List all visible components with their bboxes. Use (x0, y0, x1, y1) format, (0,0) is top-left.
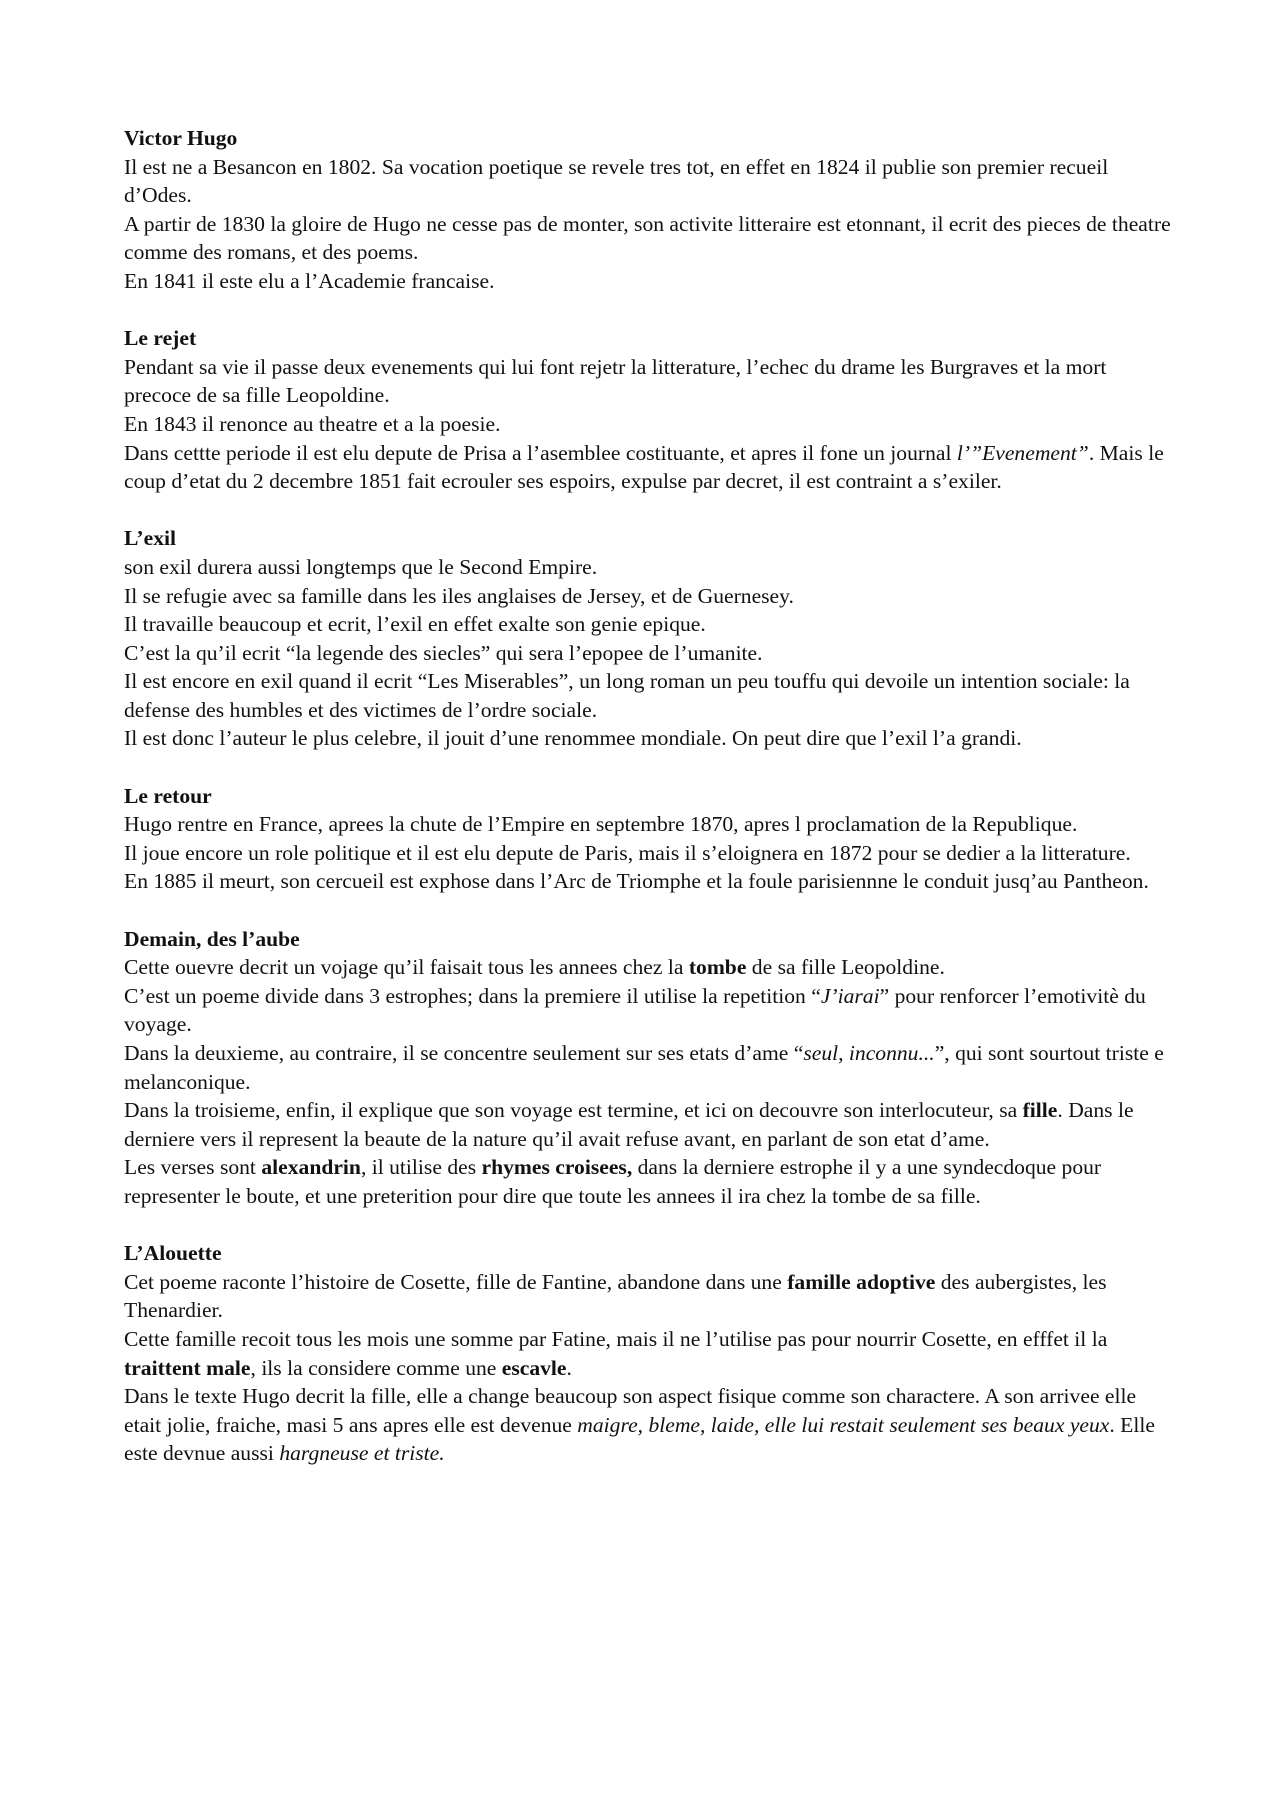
text-run: ” pour renforcer l’emotivitè du voyage. (124, 983, 1146, 1037)
text-run: A partir de 1830 la gloire de Hugo ne cesse pas de monter, son activite litteraire est etonnant, il ecrit des pieces de theatre comme des romans, et des poems. (124, 211, 1171, 265)
paragraph (124, 353, 1174, 410)
paragraph (124, 982, 1174, 1039)
paragraph (124, 210, 1174, 267)
text-run: En 1843 il renonce au theatre et a la poesie. (124, 411, 501, 436)
text-run: . Mais le coup d’etat du 2 decembre 1851 fait ecrouler ses espoirs, expulse par decret, il est contraint a s’exiler. (124, 440, 1164, 494)
section (124, 782, 1174, 896)
paragraph (124, 953, 1174, 982)
paragraph (124, 410, 1174, 439)
text-run: Il joue encore un role politique et il est elu depute de Paris, mais il s’eloignera en 1872 pour se dedier a la litterature. (124, 840, 1131, 865)
text-run: Il travaille beaucoup et ecrit, l’exil en effet exalte son genie epique. (124, 612, 706, 637)
paragraph (124, 439, 1174, 496)
text-run: En 1841 il este elu a l’Academie francaise. (124, 268, 495, 293)
paragraph (124, 1325, 1174, 1382)
text-run: . Elle este devnue aussi (124, 1412, 1155, 1466)
italic-text: maigre, bleme, laide, elle lui restait seulement ses beaux yeux (577, 1412, 1110, 1437)
paragraph (124, 839, 1174, 868)
text-run: Il est encore en exil quand il ecrit “Les Miserables”, un long roman un peu touffu qui devoile un intention sociale: la defense des humbles et des victimes de l’ordre sociale. (124, 669, 1130, 722)
text-run: de sa fille Leopoldine. (746, 955, 945, 980)
paragraph (124, 1153, 1174, 1210)
paragraph (124, 1382, 1174, 1468)
text-run: Dans cettte periode il est elu depute de Prisa a l’asemblee costituante, et apres il fone un journal (124, 440, 957, 465)
paragraph (124, 153, 1174, 210)
text-run: Dans la troisieme, enfin, il explique que son voyage est termine, et ici on decouvre son interlocuteur, sa (124, 1098, 1023, 1123)
italic-text: J’iarai (820, 983, 880, 1008)
text-run: . (566, 1355, 572, 1380)
paragraph (124, 1039, 1174, 1096)
text-run: , il utilise des (360, 1155, 482, 1180)
text-run: Il se refugie avec sa famille dans les iles anglaises de Jersey, et de Guernesey. (124, 583, 794, 608)
section-heading: Victor Hugo (124, 126, 238, 150)
text-run: Il est ne a Besancon en 1802. Sa vocation poetique se revele tres tot, en effet en 1824 il publie son premier recueil d’Odes. (124, 154, 1109, 208)
text-run: Hugo rentre en France, aprees la chute de l’Empire en septembre 1870, apres l proclamation de la Republique. (124, 812, 1078, 837)
text-run: Dans la deuxieme, au contraire, il se concentre seulement sur ses etats d’ame “ (124, 1041, 804, 1065)
text-run: dans la derniere estrophe il y a une syndecdoque pour representer le boute, et une preterition pour dire que toute les annees il ira chez la tombe de sa fille. (124, 1155, 1102, 1208)
section-heading: Le retour (124, 783, 212, 808)
text-run: des aubergistes, les Thenardier. (124, 1269, 1107, 1323)
paragraph (124, 724, 1174, 753)
text-run: , ils la considere comme une (250, 1355, 502, 1380)
text-run: Cette ouevre decrit un vojage qu’il faisait tous les annees chez la (124, 955, 689, 980)
section-heading: L’exil (124, 526, 176, 551)
text-run: Pendant sa vie il passe deux evenements qui lui font rejetr la litterature, l’echec du drame les Burgraves et la mort precoce de sa fille Leopoldine. (124, 354, 1107, 408)
bold-text: traittent male (124, 1355, 251, 1380)
paragraph (124, 810, 1174, 839)
document-page (124, 124, 1174, 1497)
text-run: En 1885 il meurt, son cercueil est exphose dans l’Arc de Triomphe et la foule parisiennne le conduit jusq’au Pantheon. (124, 869, 1149, 894)
paragraph (124, 639, 1174, 668)
bold-text: tombe (688, 955, 747, 980)
text-run: . Dans le derniere vers il represent la beaute de la nature qu’il avait refuse avant, en parlant de son etat d’ame. (124, 1098, 1134, 1151)
section (124, 925, 1174, 1211)
section (124, 124, 1174, 296)
italic-text: hargneuse et triste. (279, 1441, 445, 1466)
bold-text: escavle (501, 1355, 567, 1380)
text-run: Il est donc l’auteur le plus celebre, il jouit d’une renommee mondiale. On peut dire que l’exil l’a grandi. (124, 726, 1022, 751)
text-run: son exil durera aussi longtemps que le Second Empire. (124, 554, 598, 579)
text-run: Cette famille recoit tous les mois une somme par Fatine, mais il ne l’utilise pas pour nourrir Cosette, en efffet il la (124, 1326, 1108, 1351)
paragraph (124, 610, 1174, 639)
paragraph (124, 1268, 1174, 1325)
paragraph (124, 1096, 1174, 1153)
section (124, 1239, 1174, 1468)
section (124, 524, 1174, 753)
section-heading: Demain, des l’aube (124, 926, 300, 951)
text-run: Les verses sont (124, 1155, 262, 1180)
bold-text: famille adoptive (787, 1269, 936, 1294)
text-run: Dans le texte Hugo decrit la fille, elle a change beaucoup son aspect fisique comme son charactere. A son arrivee elle etait jolie, fraiche, masi 5 ans apres elle est devenue (124, 1384, 1137, 1437)
bold-text: alexandrin (261, 1155, 361, 1180)
bold-text: rhymes croisees, (481, 1155, 633, 1180)
paragraph (124, 267, 1174, 296)
italic-text: l’”Evenement” (956, 440, 1089, 465)
bold-text: fille (1022, 1098, 1058, 1123)
text-run: ”, qui sont sourtout triste e melanconique. (124, 1041, 1164, 1094)
text-run: C’est un poeme divide dans 3 estrophes; dans la premiere il utilise la repetition “ (124, 983, 821, 1008)
paragraph (124, 582, 1174, 611)
italic-text: seul, inconnu... (803, 1041, 935, 1065)
text-run: C’est la qu’il ecrit “la legende des siecles” qui sera l’epopee de l’umanite. (124, 640, 763, 665)
text-run: Cet poeme raconte l’histoire de Cosette, fille de Fantine, abandone dans une (124, 1269, 788, 1294)
paragraph (124, 553, 1174, 582)
paragraph (124, 667, 1174, 724)
paragraph (124, 867, 1174, 896)
section-heading: L’Alouette (124, 1241, 222, 1266)
section (124, 324, 1174, 496)
section-heading: Le rejet (124, 326, 197, 351)
